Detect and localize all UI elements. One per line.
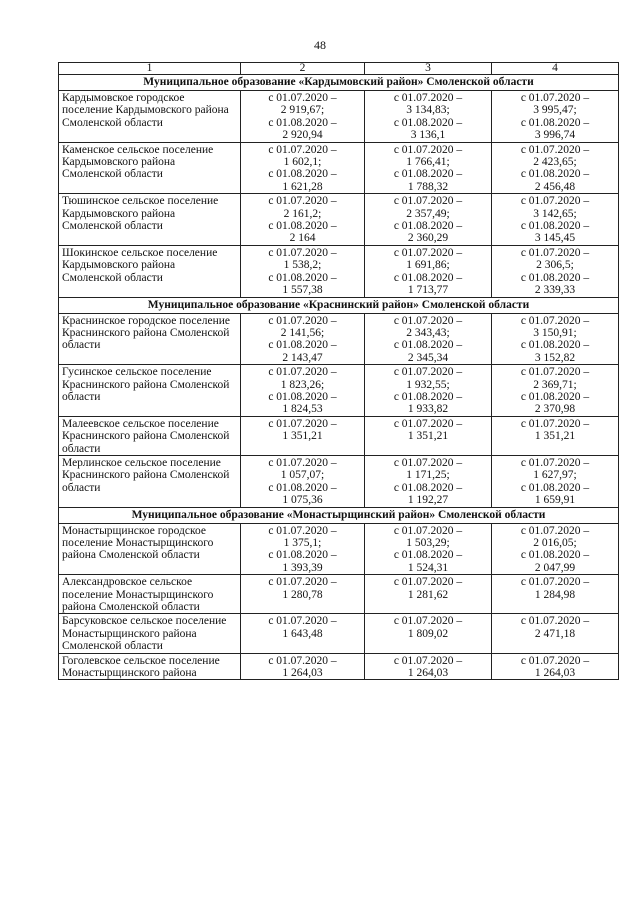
tariff-line: 2 164 xyxy=(289,232,316,245)
tariff-line: 1 524,31 xyxy=(407,561,449,574)
section-header-row xyxy=(59,507,619,523)
tariff-line: с 01.07.2020 – xyxy=(393,615,463,628)
tariff-cell-col3 xyxy=(365,416,492,455)
tariff-line: с 01.07.2020 – xyxy=(393,366,463,379)
tariff-line: 2 919,67; xyxy=(280,104,325,117)
tariff-cell-col3 xyxy=(365,455,492,507)
tariff-line: 2 920,94 xyxy=(282,129,323,142)
table-row xyxy=(59,365,619,417)
tariff-line: с 01.07.2020 – xyxy=(520,417,590,430)
tariff-cell-col2 xyxy=(241,614,365,653)
tariff-line: 1 375,1; xyxy=(283,537,322,549)
tariff-line: 3 145,45 xyxy=(534,232,576,245)
settlement-name: Монастырщинское городское поселение Монастырщинского района Смоленской области xyxy=(59,523,241,575)
tariff-line: с 01.07.2020 – xyxy=(393,576,463,589)
tariff-line: 3 995,47; xyxy=(533,104,577,117)
tariff-line: 3 136,1 xyxy=(410,129,446,142)
table-row xyxy=(59,455,619,507)
tariff-line: с 01.07.2020 – xyxy=(520,615,590,628)
tariff-line: 1 557,38 xyxy=(282,284,323,297)
tariff-line: 1 788,32 xyxy=(407,180,449,193)
settlement-name: Каменское сельское поселение Кардымовского района Смоленской области xyxy=(59,142,241,194)
tariff-line: 3 152,82 xyxy=(534,351,576,364)
tariff-line: с 01.08.2020 – xyxy=(268,481,337,494)
tariff-line: 2 141,56; xyxy=(280,326,325,339)
tariff-line: 1 264,03 xyxy=(534,667,576,680)
column-header: 1 xyxy=(59,63,241,75)
tariff-line: с 01.07.2020 – xyxy=(268,654,337,667)
tariff-line: с 01.08.2020 – xyxy=(268,390,337,403)
tariff-line: с 01.07.2020 – xyxy=(393,195,463,208)
column-header: 2 xyxy=(241,63,365,75)
section-title: Муниципальное образование «Монастырщинский район» Смоленской области xyxy=(59,507,619,523)
tariff-cell-col4 xyxy=(492,365,619,417)
tariff-line: 1 075,36 xyxy=(282,494,323,507)
tariff-line: 2 306,5; xyxy=(536,259,574,272)
settlement-name: Мерлинское сельское поселение Краснинского района Смоленской области xyxy=(59,455,241,507)
table-row xyxy=(59,313,619,365)
column-header: 3 xyxy=(365,63,492,75)
tariff-line: с 01.07.2020 – xyxy=(393,417,463,430)
tariff-cell-col2 xyxy=(241,194,365,246)
table-row xyxy=(59,653,619,680)
tariff-cell-col3 xyxy=(365,91,492,143)
tariff-line: с 01.07.2020 – xyxy=(268,615,337,628)
page-number: 48 xyxy=(314,38,326,52)
tariff-line: 1 057,07; xyxy=(280,469,325,482)
table-row xyxy=(59,245,619,297)
tariff-cell-col2 xyxy=(241,365,365,417)
tariff-line: 1 280,78 xyxy=(282,588,323,601)
tariff-line: 1 192,27 xyxy=(407,494,449,507)
tariff-cell-col2 xyxy=(241,91,365,143)
tariff-line: 1 602,1; xyxy=(283,156,322,169)
tariff-line: 1 393,39 xyxy=(282,561,323,574)
tariff-line: 2 016,05; xyxy=(533,537,577,549)
tariff-line: с 01.08.2020 – xyxy=(268,549,337,562)
tariff-cell-col4 xyxy=(492,653,619,680)
tariff-cell-col2 xyxy=(241,455,365,507)
tariff-line: 3 142,65; xyxy=(533,207,577,220)
tariff-line: 1 171,25; xyxy=(406,469,450,482)
tariff-line: 2 339,33 xyxy=(534,284,576,297)
tariff-line: 2 370,98 xyxy=(534,403,576,416)
tariff-line: с 01.07.2020 – xyxy=(393,246,463,259)
tariff-line: с 01.08.2020 – xyxy=(520,116,590,129)
tariff-line: 1 627,97; xyxy=(533,469,577,482)
tariff-line: с 01.07.2020 – xyxy=(520,314,590,327)
tariff-cell-col4 xyxy=(492,455,619,507)
tariff-line: 2 161,2; xyxy=(283,207,322,220)
tariff-line: с 01.08.2020 – xyxy=(393,390,463,403)
column-header: 4 xyxy=(492,63,619,75)
tariff-line: с 01.07.2020 – xyxy=(520,456,590,469)
tariff-line: 1 264,03 xyxy=(407,667,449,680)
tariff-cell-col4 xyxy=(492,91,619,143)
tariff-line: с 01.08.2020 – xyxy=(393,271,463,284)
tariff-line: 2 423,65; xyxy=(533,156,577,169)
tariff-line: с 01.07.2020 – xyxy=(268,456,337,469)
tariff-cell-col4 xyxy=(492,245,619,297)
tariff-line: с 01.07.2020 – xyxy=(393,92,463,104)
tariff-line: с 01.07.2020 – xyxy=(520,246,590,259)
tariff-line: с 01.08.2020 – xyxy=(520,220,590,233)
tariff-line: 3 134,83; xyxy=(406,104,450,117)
settlement-name: Тюшинское сельское поселение Кардымовского района Смоленской области xyxy=(59,194,241,246)
table-row xyxy=(59,575,619,614)
tariff-line: 2 360,29 xyxy=(407,232,449,245)
tariff-cell-col4 xyxy=(492,575,619,614)
tariff-line: с 01.07.2020 – xyxy=(268,92,337,104)
tariff-line: с 01.08.2020 – xyxy=(393,481,463,494)
table-row xyxy=(59,142,619,194)
tariff-cell-col3 xyxy=(365,653,492,680)
tariff-line: 1 264,03 xyxy=(282,667,323,680)
table-row xyxy=(59,523,619,575)
tariff-line: 1 538,2; xyxy=(283,259,322,272)
tariff-line: 3 150,91; xyxy=(533,326,577,339)
tariff-cell-col2 xyxy=(241,416,365,455)
tariff-line: 1 351,21 xyxy=(282,430,323,443)
tariff-cell-col4 xyxy=(492,523,619,575)
tariff-line: с 01.07.2020 – xyxy=(520,654,590,667)
tariff-table-body xyxy=(59,63,619,680)
tariff-line: с 01.07.2020 – xyxy=(268,524,337,537)
table-row xyxy=(59,614,619,653)
tariff-line: с 01.07.2020 – xyxy=(268,417,337,430)
tariff-line: с 01.07.2020 – xyxy=(268,143,337,156)
settlement-name: Гоголевское сельское поселение Монастырщинского района xyxy=(59,653,241,680)
tariff-line: с 01.08.2020 – xyxy=(268,116,337,129)
settlement-name: Шокинское сельское поселение Кардымовского района Смоленской области xyxy=(59,245,241,297)
tariff-line: с 01.08.2020 – xyxy=(520,168,590,181)
tariff-line: с 01.07.2020 – xyxy=(268,246,337,259)
tariff-line: 2 369,71; xyxy=(533,378,577,391)
tariff-line: 2 471,18 xyxy=(534,627,576,640)
tariff-line: 1 932,55; xyxy=(406,378,450,391)
tariff-cell-col4 xyxy=(492,194,619,246)
tariff-line: с 01.07.2020 – xyxy=(393,654,463,667)
tariff-cell-col2 xyxy=(241,142,365,194)
tariff-line: с 01.08.2020 – xyxy=(268,168,337,181)
tariff-line: с 01.07.2020 – xyxy=(393,524,463,537)
tariff-line: 1 809,02 xyxy=(407,627,449,640)
table-row xyxy=(59,416,619,455)
tariff-line: с 01.07.2020 – xyxy=(393,143,463,156)
tariff-cell-col2 xyxy=(241,575,365,614)
settlement-name: Малеевское сельское поселение Краснинского района Смоленской области xyxy=(59,416,241,455)
tariff-cell-col3 xyxy=(365,614,492,653)
tariff-table xyxy=(58,62,619,680)
tariff-line: с 01.08.2020 – xyxy=(268,220,337,233)
tariff-line: 1 659,91 xyxy=(534,494,576,507)
tariff-line: 3 996,74 xyxy=(534,129,576,142)
tariff-line: с 01.07.2020 – xyxy=(268,366,337,379)
tariff-line: с 01.07.2020 – xyxy=(520,576,590,589)
tariff-line: с 01.08.2020 – xyxy=(393,339,463,352)
column-number-row xyxy=(59,63,619,75)
tariff-line: 2 357,49; xyxy=(406,207,450,220)
tariff-line: с 01.08.2020 – xyxy=(520,390,590,403)
tariff-line: с 01.07.2020 – xyxy=(520,143,590,156)
settlement-name: Краснинское городское поселение Краснинского района Смоленской области xyxy=(59,313,241,365)
tariff-line: 1 351,21 xyxy=(407,430,449,443)
tariff-cell-col3 xyxy=(365,523,492,575)
tariff-line: с 01.08.2020 – xyxy=(393,168,463,181)
tariff-line: 2 143,47 xyxy=(282,351,323,364)
tariff-cell-col2 xyxy=(241,523,365,575)
tariff-line: 1 503,29; xyxy=(406,537,450,549)
tariff-line: 2 047,99 xyxy=(534,561,576,574)
tariff-line: 1 824,53 xyxy=(282,403,323,416)
settlement-name: Кардымовское городское поселение Кардымовского района Смоленской области xyxy=(59,91,241,143)
settlement-name: Барсуковское сельское поселение Монастырщинского района Смоленской области xyxy=(59,614,241,653)
tariff-cell-col3 xyxy=(365,365,492,417)
tariff-line: 1 621,28 xyxy=(282,180,323,193)
tariff-line: 1 823,26; xyxy=(280,378,325,391)
tariff-line: с 01.07.2020 – xyxy=(393,314,463,327)
settlement-name: Гусинское сельское поселение Краснинского района Смоленской области xyxy=(59,365,241,417)
tariff-cell-col2 xyxy=(241,313,365,365)
tariff-line: с 01.08.2020 – xyxy=(520,481,590,494)
tariff-cell-col4 xyxy=(492,142,619,194)
tariff-line: 1 643,48 xyxy=(282,627,323,640)
tariff-line: с 01.08.2020 – xyxy=(268,271,337,284)
tariff-line: с 01.08.2020 – xyxy=(520,549,590,562)
settlement-name: Александровское сельское поселение Монастырщинского района Смоленской области xyxy=(59,575,241,614)
tariff-cell-col4 xyxy=(492,416,619,455)
section-title: Муниципальное образование «Кардымовский район» Смоленской области xyxy=(59,75,619,91)
tariff-line: с 01.07.2020 – xyxy=(268,314,337,327)
tariff-line: с 01.08.2020 – xyxy=(393,220,463,233)
table-row xyxy=(59,194,619,246)
tariff-line: с 01.07.2020 – xyxy=(520,366,590,379)
tariff-cell-col4 xyxy=(492,614,619,653)
tariff-line: с 01.07.2020 – xyxy=(520,195,590,208)
tariff-cell-col3 xyxy=(365,575,492,614)
tariff-line: с 01.07.2020 – xyxy=(393,456,463,469)
tariff-line: 2 456,48 xyxy=(534,180,576,193)
tariff-line: 1 713,77 xyxy=(407,284,449,297)
tariff-cell-col3 xyxy=(365,142,492,194)
tariff-line: 1 284,98 xyxy=(534,588,576,601)
section-header-row xyxy=(59,297,619,313)
tariff-line: с 01.07.2020 – xyxy=(520,524,590,537)
tariff-line: с 01.08.2020 – xyxy=(393,549,463,562)
tariff-line: с 01.08.2020 – xyxy=(520,271,590,284)
tariff-line: с 01.08.2020 – xyxy=(520,339,590,352)
tariff-line: с 01.08.2020 – xyxy=(268,339,337,352)
tariff-line: с 01.07.2020 – xyxy=(268,195,337,208)
tariff-line: 1 281,62 xyxy=(407,588,449,601)
tariff-cell-col3 xyxy=(365,194,492,246)
section-header-row xyxy=(59,75,619,91)
tariff-cell-col2 xyxy=(241,245,365,297)
tariff-line: с 01.08.2020 – xyxy=(393,116,463,129)
tariff-line: с 01.07.2020 – xyxy=(520,92,590,104)
tariff-line: с 01.07.2020 – xyxy=(268,576,337,589)
tariff-line: 1 691,86; xyxy=(406,259,450,272)
tariff-line: 1 933,82 xyxy=(407,403,449,416)
tariff-line: 2 345,34 xyxy=(407,351,449,364)
tariff-line: 1 766,41; xyxy=(406,156,450,169)
tariff-cell-col2 xyxy=(241,653,365,680)
table-row xyxy=(59,91,619,143)
tariff-line: 2 343,43; xyxy=(406,326,450,339)
tariff-line: 1 351,21 xyxy=(534,430,576,443)
tariff-cell-col3 xyxy=(365,313,492,365)
tariff-cell-col4 xyxy=(492,313,619,365)
tariff-cell-col3 xyxy=(365,245,492,297)
section-title: Муниципальное образование «Краснинский район» Смоленской области xyxy=(59,297,619,313)
